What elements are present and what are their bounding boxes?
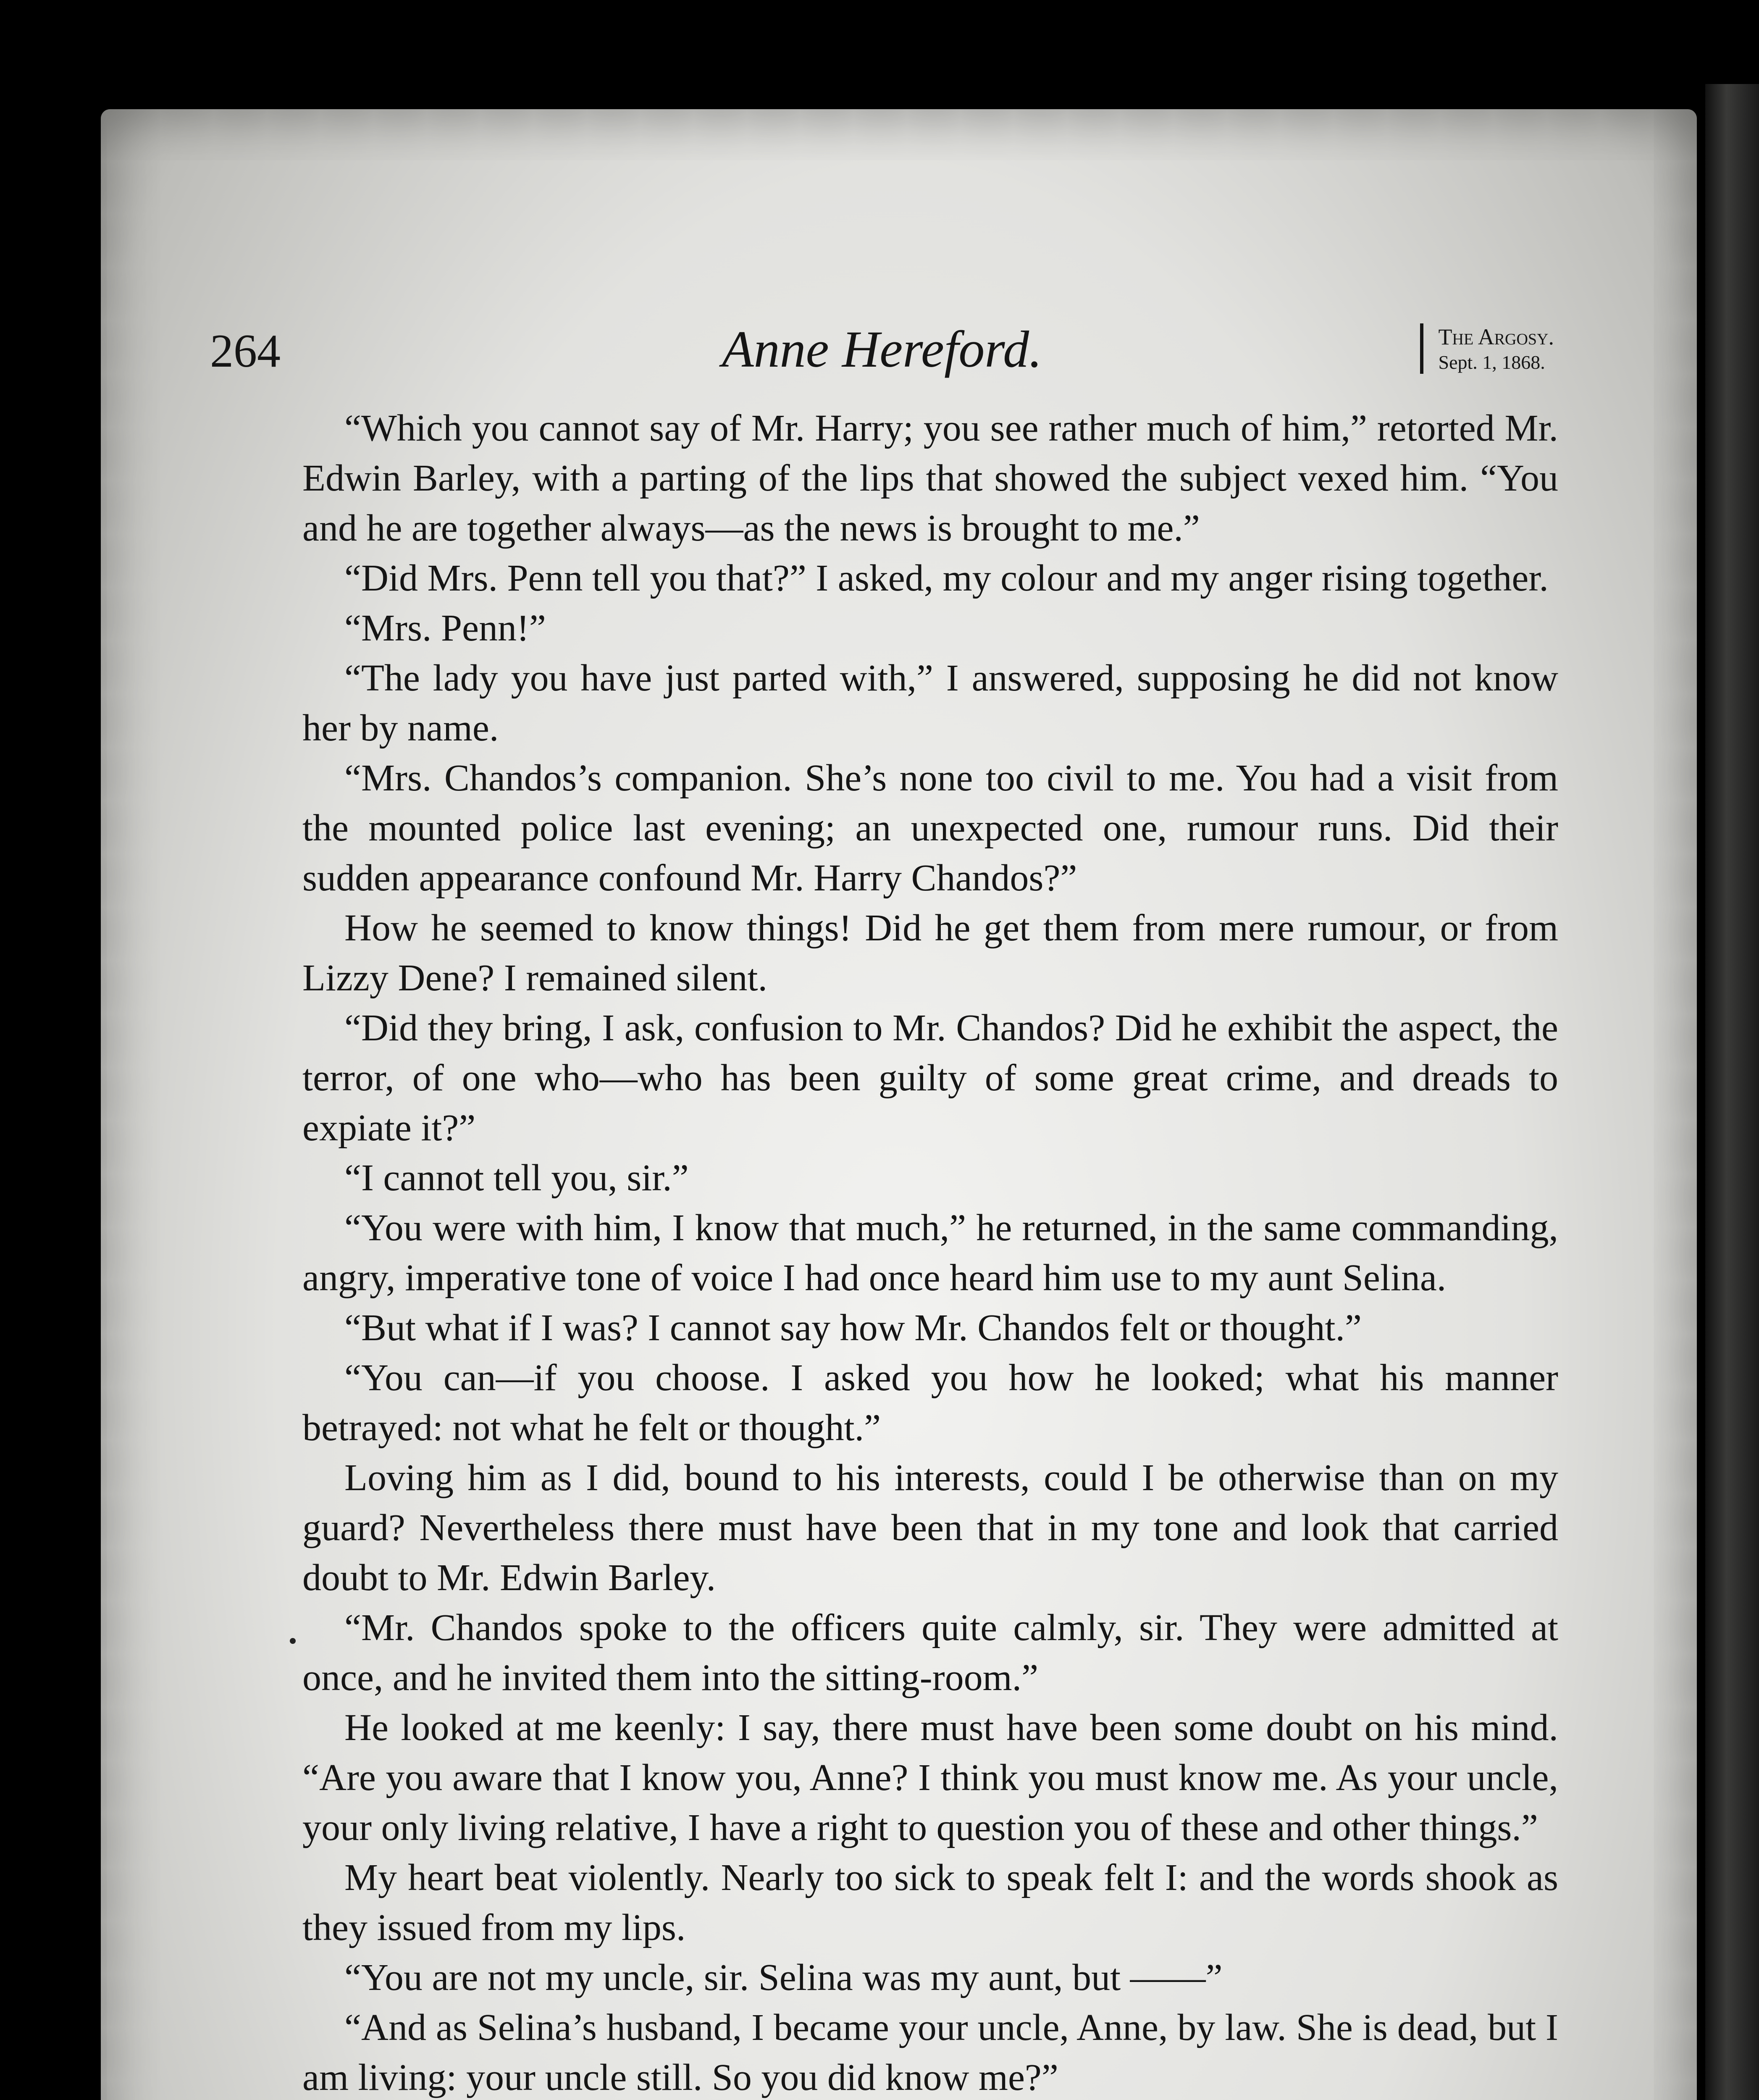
paragraph: “Which you cannot say of Mr. Harry; you see rather much of him,” retorted Mr. Edwin Barley, with a parting of the lips that showed the subject vexed him. “You and he are together always—as the news is brought to me.” <box>302 407 1558 549</box>
paragraph: “Mr. Chandos spoke to the officers quite calmly, sir. They were admitted at once, and he invited them into the sitting-room.” <box>302 1607 1558 1698</box>
paragraph: “Did Mrs. Penn tell you that?” I asked, my colour and my anger rising together. <box>344 557 1549 599</box>
magazine-name: The Argosy. <box>1438 324 1554 349</box>
running-title: Anne Hereford. <box>722 320 1042 378</box>
issue-info <box>1420 323 1554 374</box>
paragraph: “Did they bring, I ask, confusion to Mr. Chandos? Did he exhibit the aspect, the terror, of one who—who has been guilty of some great crime, and dreads to expiate it?” <box>302 1007 1558 1149</box>
paragraph: “And as Selina’s husband, I became your uncle, Anne, by law. She is dead, but I am living: your uncle still. So you did know me?” <box>302 2007 1558 2098</box>
page-number: 264 <box>210 325 281 377</box>
paragraph: How he seemed to know things! Did he get them from mere rumour, or from Lizzy Dene? I remained silent. <box>302 907 1558 999</box>
paragraph: Loving him as I did, bound to his interests, could I be otherwise than on my guard? Nevertheless there must have been that in my tone and look that carried doubt to Mr. Edwin Barley. <box>302 1457 1558 1599</box>
paragraph: My heart beat violently. Nearly too sick to speak felt I: and the words shook as they issued from my lips. <box>302 1857 1558 1948</box>
paragraph: “I cannot tell you, sir.” <box>344 1157 689 1199</box>
paragraph: “But what if I was? I cannot say how Mr. Chandos felt or thought.” <box>344 1307 1362 1349</box>
paragraph: He looked at me keenly: I say, there must have been some doubt on his mind. “Are you aware that I know you, Anne? I think you must know me. As your uncle, your only living relative, I have a right to question you of these and other things.” <box>302 1707 1558 1848</box>
paragraph: “You can—if you choose. I asked you how he looked; what his manner betrayed: not what he felt or thought.” <box>302 1357 1558 1449</box>
paragraph: “You are not my uncle, sir. Selina was my aunt, but ——” <box>344 1957 1223 1998</box>
paragraph: “Mrs. Chandos’s companion. She’s none too civil to me. You had a visit from the mounted police last evening; an unexpected one, rumour runs. Did their sudden appearance confound Mr. Harry Chandos?” <box>302 757 1558 899</box>
body-text <box>302 403 1558 2100</box>
paragraph: “You were with him, I know that much,” he returned, in the same commanding, angry, imperative tone of voice I had once heard him use to my aunt Selina. <box>302 1207 1558 1299</box>
adjacent-page-edge <box>1705 84 1759 2100</box>
speck <box>290 1638 296 1644</box>
page-header <box>210 320 1554 399</box>
paragraph: “Mrs. Penn!” <box>344 607 546 649</box>
paragraph: “The lady you have just parted with,” I answered, supposing he did not know her by name. <box>302 657 1558 749</box>
issue-date: Sept. 1, 1868. <box>1438 351 1545 373</box>
